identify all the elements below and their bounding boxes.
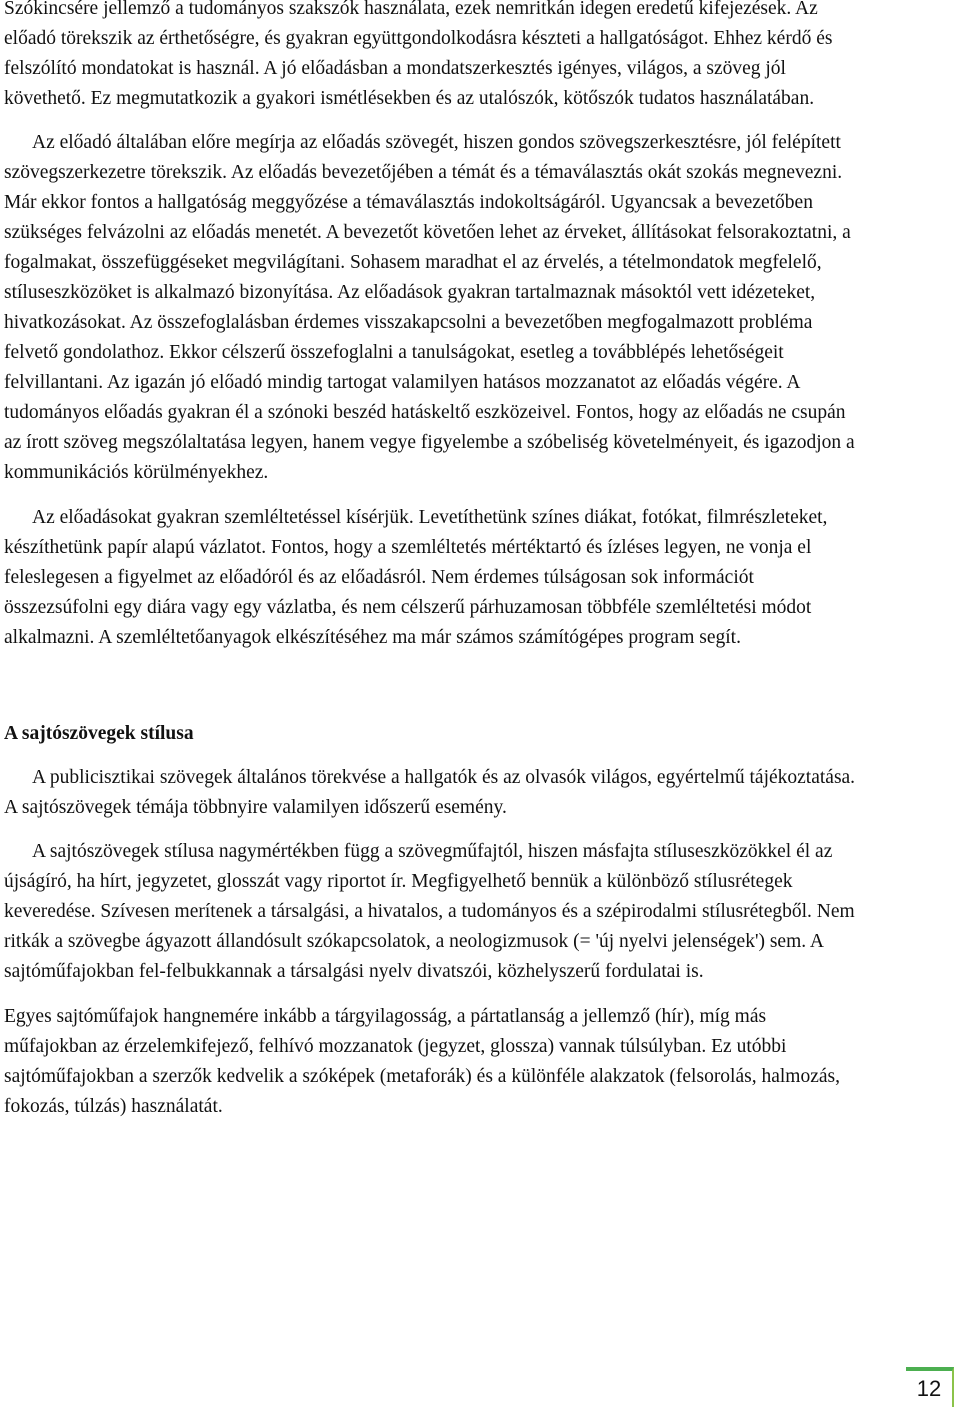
- paragraph-illustration: Az előadásokat gyakran szemléltetéssel kísérjük. Levetíthetünk színes diákat, fotókat, filmrészleteket, készíthetünk papír alapú vázlatot. Fontos, hogy a szemléltetés mértéktartó és ízléses legyen, ne vonja el feleslegesen a figyelmet az előadóról és az előadásról. Nem érdemes túlságosan sok információt összezsúfolni egy diára vagy egy vázlatba, és nem célszerű párhuzamosan többféle szemléltetési módot alkalmazni. A szemléltetőanyagok elkészítéséhez ma már számos számítógépes program segít.: [4, 507, 828, 648]
- paragraph-lecture-structure: Az előadó általában előre megírja az előadás szövegét, hiszen gondos szövegszerkesztésre, jól felépített szövegszerkezetre törekszik. Az előadás bevezetőjében a témát és a témaválasztás okát szokás megnevezni. Már ekkor fontos a hallgatóság meggyőzése a témaválasztás indokoltságáról. Ugyancsak a bevezetőben szükséges felvázolni az előadás menetét. A bevezetőt követően lehet az érveket, állításokat felsorakoztatni, a fogalmakat, összefüggéseket megvilágítani. Sohasem maradhat el az érvelés, a tételmondatok megfelelő, stíluseszközöket is alkalmazó bizonyítása. Az előadások gyakran tartalmaznak másoktól vett idézeteket, hivatkozásokat. Az összefoglalásban érdemes visszakapcsolni a bevezetőben megfogalmazott probléma felvető gondolathoz. Ekkor célszerű összefoglalni a tanulságokat, esetleg a továbblépés lehetőségeit felvillantani. Az igazán jó előadó mindig tartogat valamilyen hatásos mozzanatot az előadás végére. A tudományos előadás gyakran él a szónoki beszéd hatáskeltő eszközeivel. Fontos, hogy az előadás ne csupán az írott szöveg megszólaltatása legyen, hanem vegye figyelembe a szóbeliség követelményeit, és igazodjon a kommunikációs körülményekhez.: [4, 132, 855, 483]
- paragraph-press-style: A sajtószövegek stílusa nagymértékben függ a szövegműfajtól, hiszen másfajta stíluseszközökkel él az újságíró, ha hírt, jegyzetet, glosszát vagy riportot ír. Megfigyelhető bennük a különböző stílusrétegek keveredése. Szívesen merítenek a társalgási, a hivatalos, a tudományos és a szépirodalmi stílusrétegből. Nem ritkák a szövegbe ágyazott állandósult szókapcsolatok, a neologizmusok (= 'új nyelvi jelenségek') sem. A sajtóműfajokban fel-felbukkannak a társalgási nyelv divatszói, közhelyszerű fordulatai is.: [4, 841, 855, 982]
- section-heading: A sajtószövegek stílusa: [4, 723, 194, 744]
- page-number: 12: [906, 1367, 954, 1407]
- paragraph-press-tone: Egyes sajtóműfajok hangnemére inkább a tárgyilagosság, a pártatlanság a jellemző (hír), míg más műfajokban az érzelemkifejező, felhívó mozzanatok (jegyzet, glossza) vannak túlsúlyban. Ez utóbbi sajtóműfajokban a szerzők kedvelik a szóképek (metaforák) és a különféle alakzatok (felsorolás, halmozás, fokozás, túlzás) használatát.: [4, 1006, 840, 1117]
- document-body: [4, 0, 862, 1122]
- paragraph-press-aim: A publicisztikai szövegek általános törekvése a hallgatók és az olvasók világos, egyértelmű tájékoztatása. A sajtószövegek témája többnyire valamilyen időszerű esemény.: [4, 767, 856, 818]
- paragraph-vocabulary: Szókincsére jellemző a tudományos szakszók használata, ezek nemritkán idegen eredetű kifejezések. Az előadó törekszik az érthetőségre, és gyakran együttgondolkodásra készteti a hallgatóságot. Ehhez kérdő és felszólító mondatokat is használ. A jó előadásban a mondatszerkesztés igényes, világos, a szöveg jól követhető. Ez megmutatkozik a gyakori ismétlésekben és az utalószók, kötőszók tudatos használatában.: [4, 0, 833, 109]
